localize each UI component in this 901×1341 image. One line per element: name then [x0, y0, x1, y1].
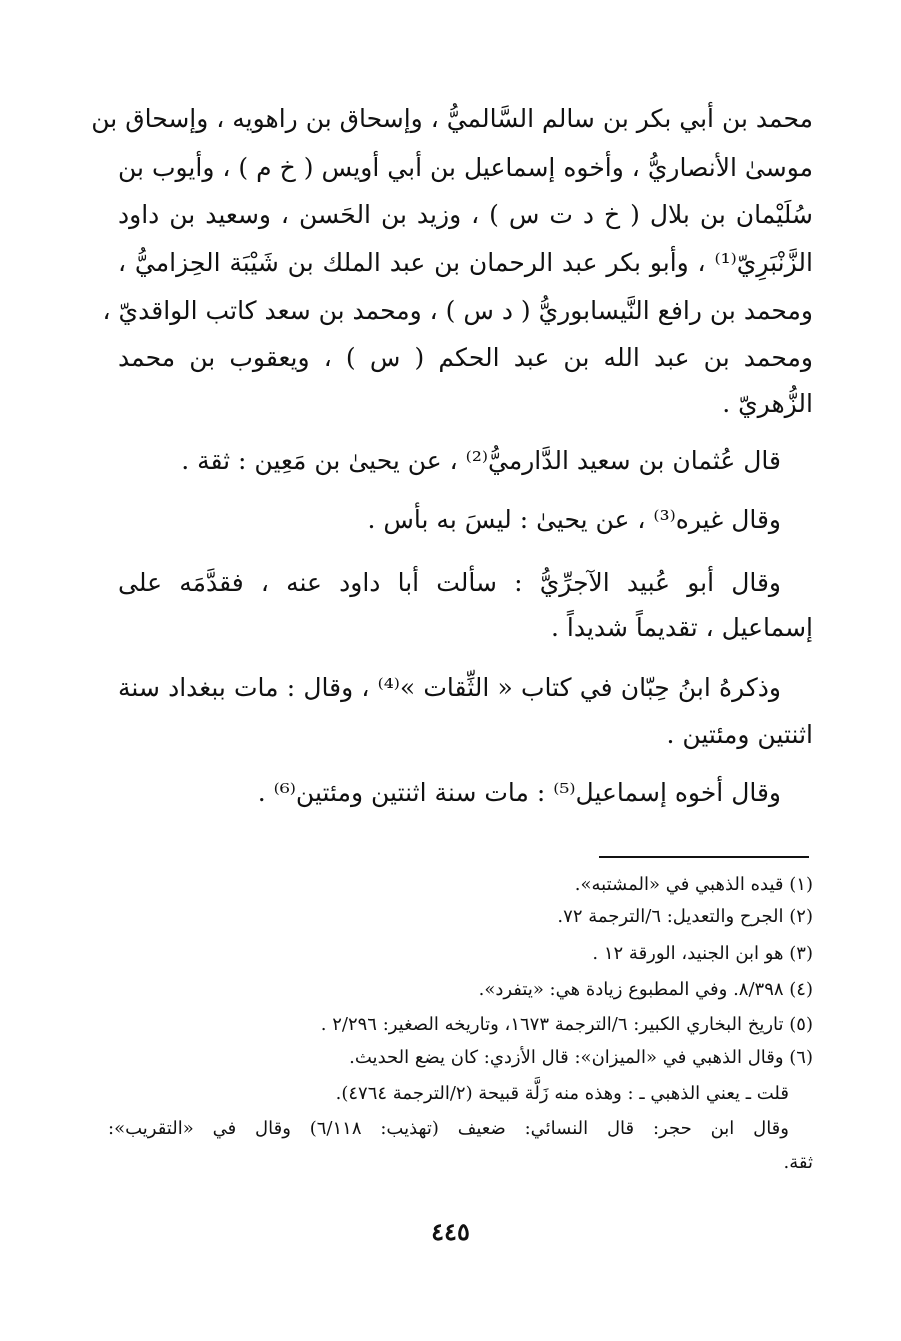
- page-number: ٤٤٥: [431, 1217, 470, 1246]
- body-line-13: اثنتين ومئتين .: [666, 720, 813, 749]
- body-line-1: محمد بن أبي بكر بن سالم السَّالميُّ ، وإسحاق بن راهويه ، وإسحاق بن: [91, 104, 813, 133]
- body-line-5: ومحمد بن رافع النَّيسابوريُّ ( د س ) ، ومحمد بن سعد كاتب الواقديّ ،: [102, 296, 813, 325]
- body-line-8: قال عُثمان بن سعيد الدَّارميُّ⁽²⁾ ، عن يحيىٰ بن مَعِين : ثقة .: [181, 446, 781, 475]
- footnote-6: (٦) وقال الذهبي في «الميزان»: قال الأزدي: كان يضع الحديث.: [349, 1047, 813, 1068]
- footnote-6-continuation-1: قلت ـ يعني الذهبي ـ : وهذه منه زَلَّة قبيحة (٢/الترجمة ٤٧٦٤).: [335, 1083, 789, 1104]
- body-line-11: إسماعيل ، تقديماً شديداً .: [550, 613, 813, 642]
- body-line-2: موسىٰ الأنصاريُّ ، وأخوه إسماعيل بن أبي أويس ( خ م ) ، وأيوب بن: [118, 153, 813, 182]
- body-line-6: ومحمد بن عبد الله بن عبد الحكم ( س ) ، ويعقوب بن محمد: [118, 343, 813, 372]
- footnote-4: (٤) ٨/٣٩٨. وفي المطبوع زيادة هي: «يتفرد».: [478, 979, 813, 1000]
- footnote-3: (٣) هو ابن الجنيد، الورقة ١٢ .: [592, 943, 813, 964]
- footnote-6-continuation-3: ثقة.: [783, 1152, 813, 1173]
- body-line-3: سُلَيْمان بن بلال ( خ د ت س ) ، وزيد بن الحَسن ، وسعيد بن داود: [118, 200, 813, 229]
- body-line-12: وذكرهُ ابنُ حِبّان في كتاب « الثِّقات »⁽⁴⁾ ، وقال : مات ببغداد سنة: [118, 673, 781, 702]
- footnote-5: (٥) تاريخ البخاري الكبير: ٦/الترجمة ١٦٧٣، وتاريخه الصغير: ٢/٢٩٦ .: [320, 1014, 813, 1035]
- footnote-separator: [599, 856, 809, 858]
- body-line-14: وقال أخوه إسماعيل⁽⁵⁾ : مات سنة اثنتين ومئتين⁽⁶⁾ .: [257, 778, 781, 807]
- footnote-6-continuation-2: وقال ابن حجر: قال النسائي: ضعيف (تهذيب: ٦/١١٨) وقال في «التقريب»:: [108, 1118, 789, 1139]
- body-line-4: الزَّنْبَرِيّ⁽¹⁾ ، وأبو بكر عبد الرحمان بن عبد الملك بن شَيْبَة الحِزاميُّ ،: [118, 248, 813, 277]
- body-line-9: وقال غيره⁽³⁾ ، عن يحيىٰ : ليسَ به بأس .: [367, 505, 781, 534]
- footnote-2: (٢) الجرح والتعديل: ٦/الترجمة ٧٢.: [557, 906, 813, 927]
- body-line-10: وقال أبو عُبيد الآجرِّيُّ : سألت أبا داود عنه ، فقدَّمَه على: [118, 568, 781, 597]
- body-line-7: الزُّهريّ .: [722, 389, 813, 418]
- footnote-1: (١) قيده الذهبي في «المشتبه».: [574, 874, 813, 895]
